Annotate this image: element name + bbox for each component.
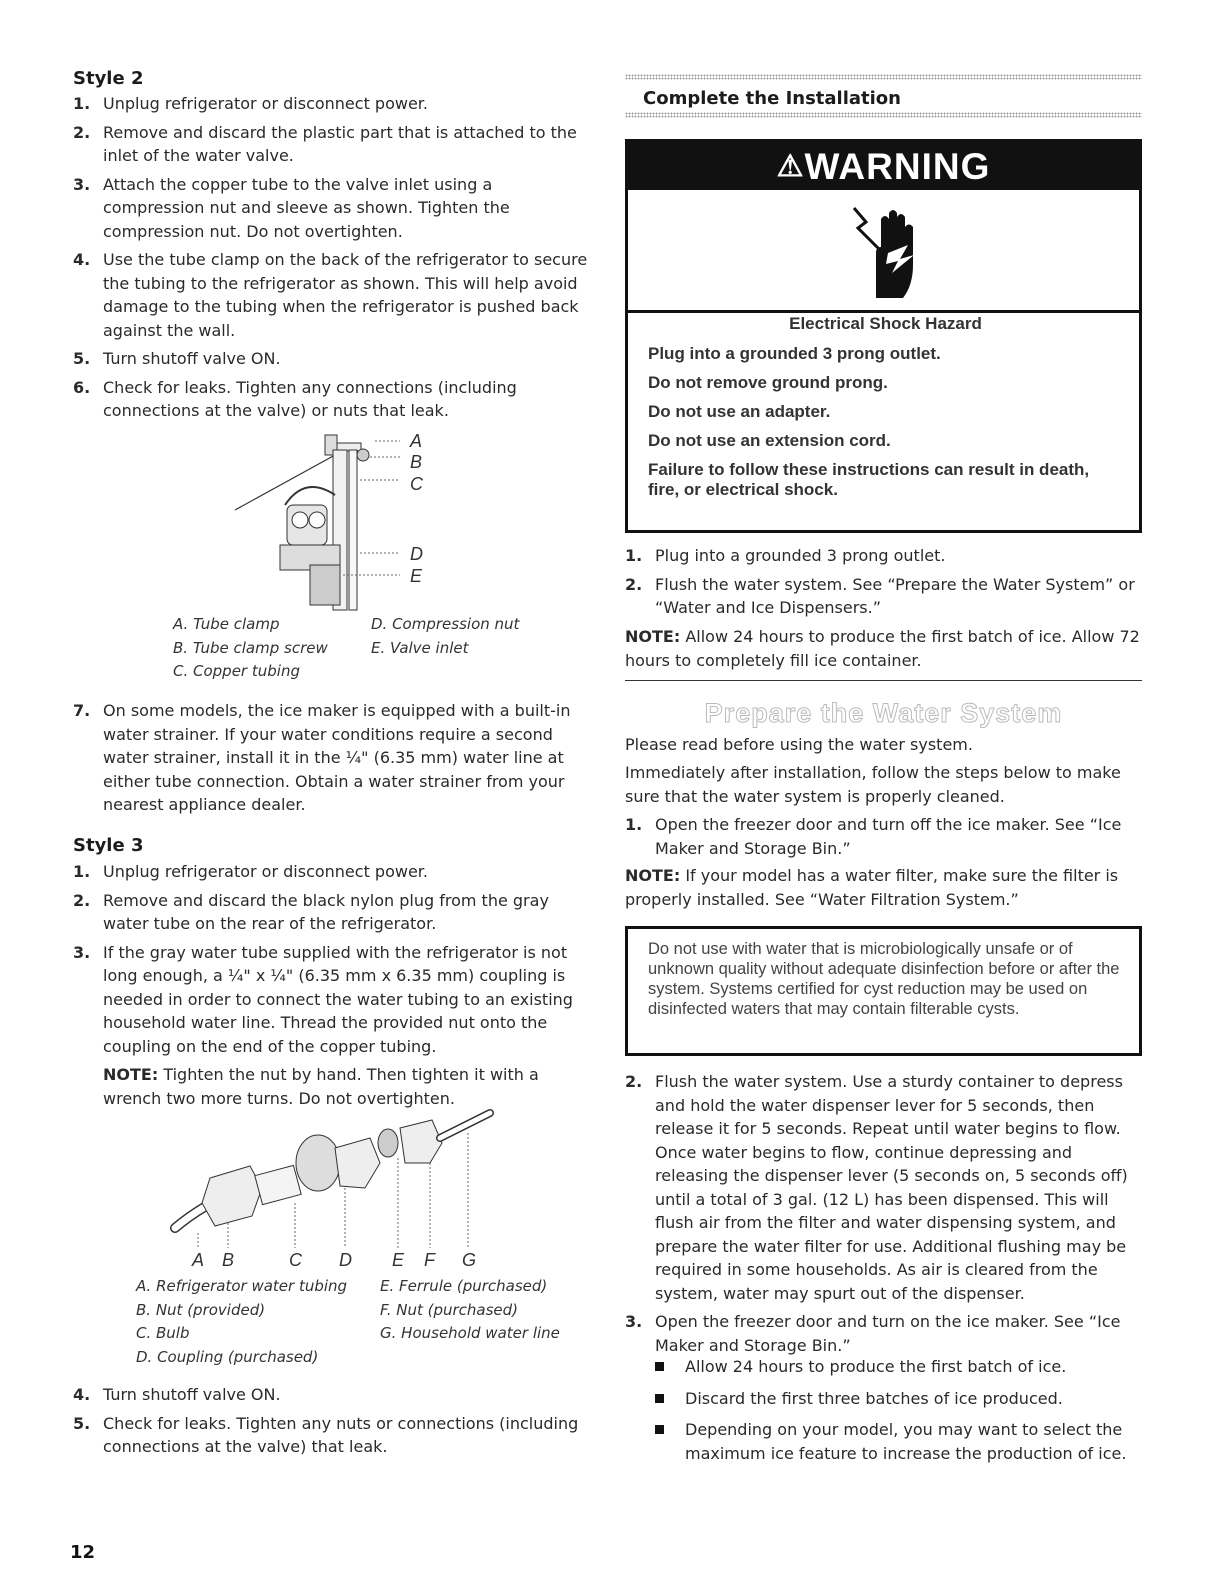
figure-label-b: B [222, 1250, 235, 1270]
list-item [73, 92, 588, 116]
captions-style2-left [173, 613, 328, 684]
style3-heading: Style 3 [73, 835, 144, 856]
step-number: 5. [73, 1413, 91, 1433]
step-text: On some models, the ice maker is equipped with a built-in water strainer. If your water conditions require a second water strainer, install it in the ¼" (6.35 mm) water line at either tube connection. Obtain a water strainer from your nearest appliance dealer. [103, 701, 571, 814]
step-text: Unplug refrigerator or disconnect power. [103, 862, 428, 881]
step-text: Flush the water system. Use a sturdy container to depress and hold the water dispenser lever for 5 seconds, then release it for 5 seconds. Repeat until water begins to flow. Once water begins to flow, continue depressing and releasing the dispenser lever (5 seconds on, 5 seconds off) until a total of 3 gal. (12 L) has been dispensed. This will flush air from the filter and water dispensing system, and prepare the water filter for use. Additional flushing may be required in some households. As air is cleared from the system, water may spurt out of the dispenser. [655, 1072, 1128, 1303]
style2-steps [73, 92, 588, 428]
step-number: 2. [625, 1072, 643, 1091]
note-first-batch [625, 625, 1142, 672]
caption: G. Household water line [380, 1324, 560, 1342]
figure-label-e: E [410, 566, 423, 586]
complete-installation-heading: Complete the Installation [643, 88, 901, 109]
step-number: 6. [73, 377, 91, 397]
list-item [655, 1355, 1145, 1379]
step-text: Turn shutoff valve ON. [103, 349, 281, 368]
step-text: Check for leaks. Tighten any connections (including connections at the valve) or nuts that leak. [103, 377, 517, 420]
caption: D. Coupling (purchased) [136, 1347, 319, 1366]
figure-label-f: F [424, 1250, 435, 1270]
step-number: 1. [625, 815, 643, 834]
caption: F. Nut (purchased) [380, 1300, 519, 1319]
prepare-step-1 [625, 813, 1142, 865]
list-item [73, 376, 588, 423]
caption: C. Bulb [136, 1324, 190, 1342]
caption: E. Ferrule (purchased) [380, 1277, 548, 1295]
captions-style2-right [371, 613, 519, 660]
list-item [625, 1310, 1142, 1357]
caption: A. Refrigerator water tubing [136, 1277, 348, 1295]
step-text: Flush the water system. See “Prepare the Water System” or “Water and Ice Dispensers.” [655, 574, 1135, 617]
figure-label-e: E [392, 1250, 405, 1270]
step-number: 2. [73, 890, 91, 910]
step-number: 4. [73, 1385, 91, 1404]
list-item [73, 173, 588, 244]
list-item [73, 941, 588, 1059]
step-number: 7. [73, 701, 91, 720]
bullet-text: Discard the first three batches of ice produced. [685, 1388, 1063, 1408]
note-water-filter [625, 864, 1142, 911]
figure-label-d: D [410, 544, 423, 564]
step-text: Turn shutoff valve ON. [103, 1385, 281, 1404]
note-label: NOTE: [103, 1065, 159, 1084]
list-item [73, 889, 588, 936]
step-text: Remove and discard the black nylon plug from the gray water tube on the rear of the refrigerator. [103, 890, 549, 933]
warning-title: Electrical Shock Hazard [789, 314, 982, 333]
step-number: 1. [73, 94, 91, 113]
style3-steps-after [73, 1383, 588, 1464]
caption: A. Tube clamp [173, 615, 280, 633]
step-number: 3. [73, 174, 91, 194]
list-item [73, 860, 588, 884]
heading-band-bottom [625, 112, 1142, 118]
caption: B. Nut (provided) [136, 1300, 266, 1319]
paragraph: Please read before using the water system. [625, 735, 973, 754]
captions-style3-right [380, 1275, 560, 1346]
list-item [73, 347, 588, 371]
bullet-square-icon [655, 1362, 664, 1371]
step-number: 3. [73, 942, 91, 962]
warning-icon-area [628, 190, 1139, 313]
step-text: Unplug refrigerator or disconnect power. [103, 94, 428, 113]
note-text: If your model has a water filter, make sure the filter is properly installed. See “Water Filtration System.” [625, 866, 1119, 909]
ice-bullets [655, 1355, 1145, 1473]
bullet-text: Allow 24 hours to produce the first batch of ice. [685, 1357, 1067, 1376]
figure-label-a: A [410, 431, 423, 451]
list-item [625, 813, 1142, 860]
note-text: Allow 24 hours to produce the first batch of ice. Allow 72 hours to completely fill ice container. [625, 627, 1140, 670]
caption: D. Compression nut [371, 615, 520, 633]
list-item [73, 121, 588, 168]
warning-header-text: WARNING [804, 146, 991, 187]
figure-label-a: A [192, 1250, 205, 1270]
figure-label-c: C [410, 474, 423, 494]
list-item [73, 248, 588, 342]
warning-triangle-icon: ⚠ [776, 150, 805, 183]
warning-body [648, 314, 1123, 509]
complete-steps [625, 544, 1142, 625]
note-label: NOTE: [625, 866, 681, 885]
figure-label-c: C [289, 1250, 302, 1270]
cyst-warning-box [625, 926, 1142, 1056]
step-number: 1. [73, 862, 91, 881]
bullet-square-icon [655, 1394, 664, 1403]
warning-box [625, 139, 1142, 533]
heading-band-top [625, 74, 1142, 80]
warning-line: Do not remove ground prong. [648, 373, 888, 392]
step-text: Use the tube clamp on the back of the refrigerator to secure the tubing to the refrigerator as shown. This will help avoid damage to the tubing when the refrigerator is pushed back against the wall. [103, 250, 588, 340]
figure-label-g: G [462, 1250, 477, 1270]
bullet-text: Depending on your model, you may want to select the maximum ice feature to increase the production of ice. [685, 1420, 1127, 1463]
list-item [73, 1383, 588, 1407]
step-text: Plug into a grounded 3 prong outlet. [655, 546, 946, 565]
bullet-square-icon [655, 1425, 664, 1434]
page-number: 12 [70, 1542, 96, 1563]
note [73, 1063, 588, 1110]
prepare-steps-after [625, 1070, 1142, 1362]
list-item [625, 573, 1142, 620]
style2-heading: Style 2 [73, 68, 144, 89]
step-number: 5. [73, 349, 91, 368]
step-number: 2. [625, 574, 643, 594]
section-divider [625, 680, 1142, 681]
list-item [655, 1418, 1145, 1465]
list-item [655, 1387, 1145, 1411]
warning-line: Failure to follow these instructions can result in death, fire, or electrical shock. [648, 460, 1090, 499]
caption: E. Valve inlet [371, 638, 469, 657]
warning-header [628, 142, 1139, 190]
caption: C. Copper tubing [173, 662, 300, 680]
paragraph: Immediately after installation, follow the steps below to make sure that the water system is properly cleaned. [625, 763, 1121, 806]
valve-diagram-style2 [225, 425, 455, 615]
step-number: 4. [73, 250, 91, 269]
step-number: 1. [625, 546, 643, 565]
step-text: Check for leaks. Tighten any nuts or connections (including connections at the valve) that leak. [103, 1413, 579, 1456]
step-number: 3. [625, 1312, 643, 1331]
list-item [73, 699, 588, 817]
list-item [625, 544, 1142, 568]
figure-label-d: D [339, 1250, 352, 1270]
prepare-water-system-title: Prepare the Water System [704, 698, 1063, 728]
electric-shock-hand-icon [846, 198, 926, 308]
caption: B. Tube clamp screw [173, 638, 328, 657]
note-label: NOTE: [625, 627, 681, 646]
step-number: 2. [73, 122, 91, 142]
step-text: Remove and discard the plastic part that is attached to the inlet of the water valve. [103, 122, 577, 165]
cyst-warning-text: Do not use with water that is microbiologically unsafe or of unknown quality without adequate disinfection before or after the system. Systems certified for cyst reduction may be used on disinfected waters that may contain filterable cysts. [648, 940, 1120, 1018]
warning-line: Do not use an extension cord. [648, 431, 891, 450]
warning-line: Do not use an adapter. [648, 402, 831, 421]
style3-steps [73, 860, 588, 1115]
step-text: Open the freezer door and turn off the ice maker. See “Ice Maker and Storage Bin.” [655, 815, 1122, 858]
list-item [73, 1412, 588, 1459]
coupling-diagram-style3 [170, 1108, 500, 1273]
note-text: Tighten the nut by hand. Then tighten it with a wrench two more turns. Do not overtighten. [103, 1065, 539, 1108]
list-item [625, 1070, 1142, 1305]
step-text: Open the freezer door and turn on the ice maker. See “Ice Maker and Storage Bin.” [655, 1312, 1121, 1355]
captions-style3-left [136, 1275, 347, 1369]
step-text: If the gray water tube supplied with the refrigerator is not long enough, a ¼" x ¼" (6.35 mm x 6.35 mm) coupling is needed in order to connect the water tubing to an existing household water line. Thread the provided nut onto the coupling on the end of the copper tubing. [103, 942, 573, 1056]
figure-label-b: B [410, 452, 423, 472]
step-text: Attach the copper tube to the valve inlet using a compression nut and sleeve as shown. Tighten the compression nut. Do not overtighten. [103, 174, 510, 241]
style2-step7 [73, 699, 588, 822]
warning-line: Plug into a grounded 3 prong outlet. [648, 344, 941, 363]
